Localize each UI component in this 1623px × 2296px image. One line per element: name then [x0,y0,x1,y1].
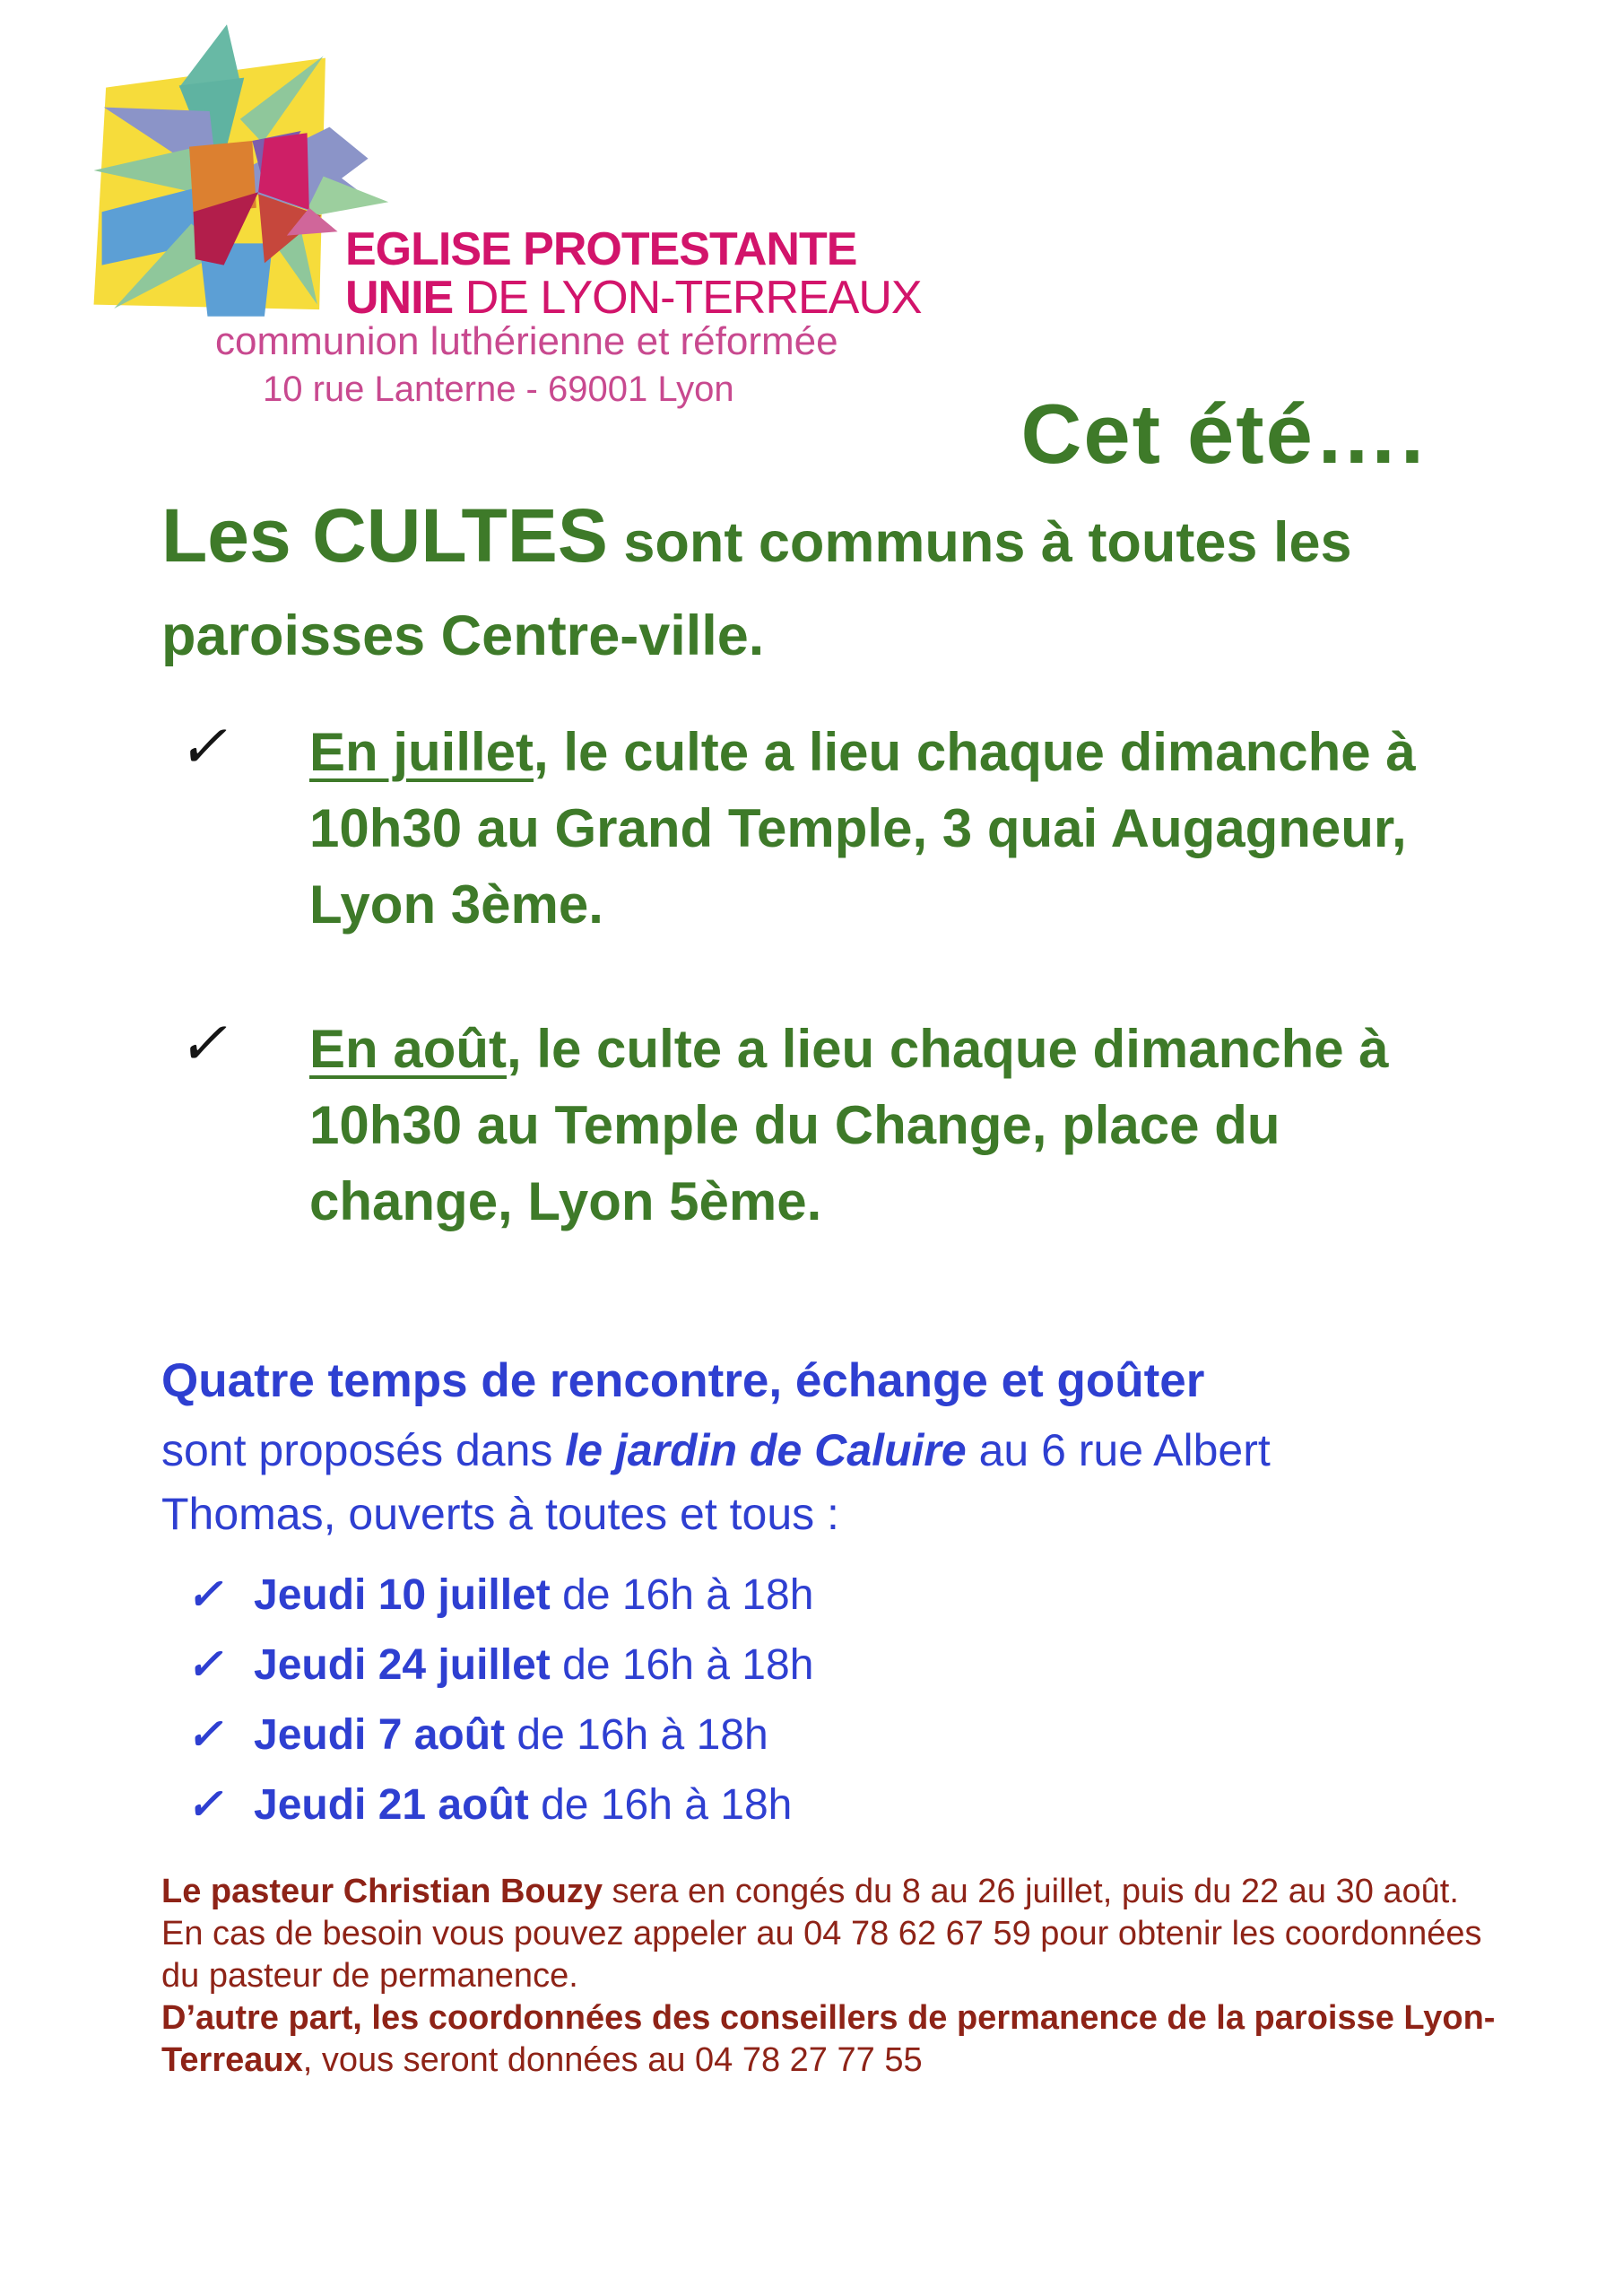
event-date: Jeudi 7 août [254,1711,506,1759]
check-icon: ✓ [187,1641,223,1689]
check-icon: ✓ [178,1010,228,1076]
check-icon: ✓ [187,1781,223,1829]
intro-post: au 6 rue Albert [966,1425,1271,1475]
event-time: de 16h à 18h [550,1641,814,1689]
event-time: de 16h à 18h [550,1571,814,1619]
worship-august-line2: 10h30 au Temple du Change, place du [309,1095,1280,1155]
event-date: Jeudi 24 juillet [254,1641,551,1689]
worship-july-line2: 10h30 au Grand Temple, 3 quai Augagneur, [309,798,1407,858]
intro-pre: sont proposés dans [161,1425,566,1475]
worship-item-july [161,714,1416,943]
notice-line2: En cas de besoin vous pouvez appeler au 04 78 62 67 59 pour obtenir les coordonnées [161,1915,1482,1952]
worship-august-month: En août [309,1019,507,1079]
notice-line1 [161,1871,1495,1913]
worship-schedule [161,714,1416,1239]
worship-august-line1 [309,1011,1416,1087]
org-name-unie: UNIE [345,272,454,324]
worship-july-line3: Lyon 3ème. [309,874,603,935]
org-name-rest: DE LYON-TERREAUX [453,272,922,324]
gatherings-intro-line3: Thomas, ouverts à toutes et tous : [161,1489,839,1539]
worship-july-line1 [309,714,1416,790]
notice-line5-rest: , vous seront données au 04 78 27 77 55 [302,2041,923,2079]
event-time: de 16h à 18h [505,1711,768,1759]
worship-july-line1-rest: , le culte a lieu chaque dimanche à [534,722,1416,782]
notice-line4: D’autre part, les coordonnées des conseillers de permanence de la paroisse Lyon- [161,1999,1496,2037]
org-subtitle: communion luthérienne et réformée [215,319,838,363]
org-name-line1: EGLISE PROTESTANTE [345,223,857,275]
notice-line3: du pasteur de permanence. [161,1957,578,1995]
org-address: 10 rue Lanterne - 69001 Lyon [263,370,734,409]
pastor-name: Le pasteur Christian Bouzy [161,1873,603,1910]
event-item [161,1770,1271,1840]
notice-line1-rest: sera en congés du 8 au 26 juillet, puis du 22 au 30 août. [602,1873,1459,1910]
cultes-line2: paroisses Centre-ville. [161,604,765,667]
gatherings-heading: Quatre temps de rencontre, échange et goûter [161,1354,1205,1407]
event-item [161,1561,1271,1631]
cultes-rest: sont communs à toutes les [607,511,1352,574]
cultes-heading [161,491,1352,670]
gatherings-section [161,1344,1271,1840]
cultes-line1 [161,491,1352,602]
event-item [161,1700,1271,1770]
event-item [161,1631,1271,1700]
worship-item-august [161,1011,1416,1239]
gatherings-intro-line2 [161,1419,1271,1483]
cultes-lead: Les CULTES [161,493,608,578]
worship-august-line1-rest: , le culte a lieu chaque dimanche à [507,1019,1389,1079]
notice-line5-bold: Terreaux [161,2041,303,2079]
check-icon: ✓ [187,1571,223,1619]
season-headline: Cet été…. [1020,387,1426,481]
check-icon: ✓ [187,1711,223,1759]
event-date: Jeudi 10 juillet [254,1571,551,1619]
check-icon: ✓ [178,713,228,779]
intro-place: le jardin de Caluire [565,1425,967,1475]
worship-august-line3: change, Lyon 5ème. [309,1171,822,1231]
notice-line5 [161,2039,1495,2082]
gatherings-list [161,1561,1271,1840]
event-date: Jeudi 21 août [254,1781,529,1829]
pastor-notice [161,1871,1495,2082]
worship-july-month: En juillet [309,722,534,782]
event-time: de 16h à 18h [528,1781,793,1829]
org-name-line2 [345,271,922,325]
